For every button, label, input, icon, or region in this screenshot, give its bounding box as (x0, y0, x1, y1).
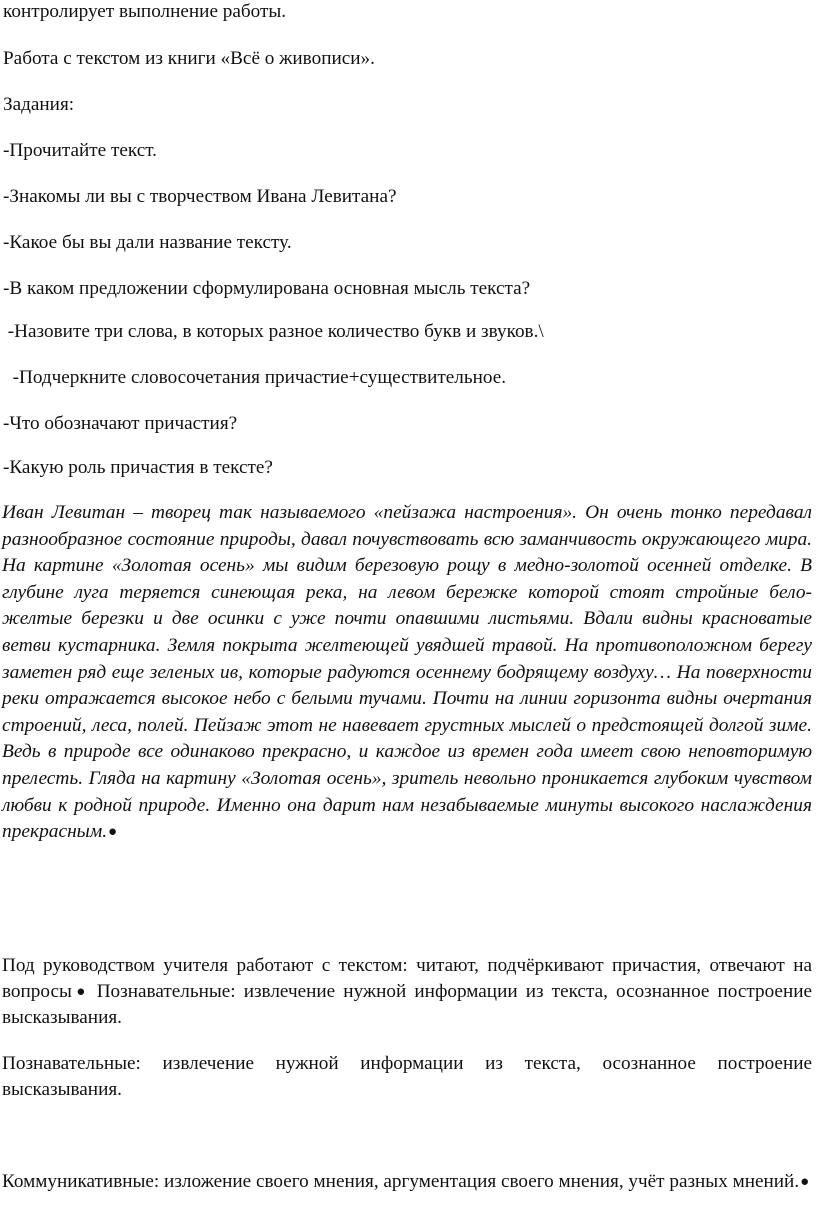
bullet-icon: ● (72, 984, 89, 1000)
task-item: -В каком предложении сформулирована основная мысль текста? (3, 278, 531, 299)
passage-text: Иван Левитан – творец так называемого «пейзажа настроения». Он очень тонко передавал разнообразное состояние природы, давал почувствовать всю заманчивость окружающего мира. На картине «Золотая осень» мы видим березовую рощу в медно-золотой осенней отделке. В глубине луга теряется синеющая река, на левом бережке которой стоят стройные бело-желтые березки и две осинки с уже почти опавшими листьями. Вдали видны красноватые ветви кустарника. Земля покрыта желтеющей увядшей травой. На противоположном берегу заметен ряд еще зеленых ив, которые радуются осеннему бодрящему воздуху… На поверхности реки отражается высокое небо с белыми тучами. Почти на линии горизонта видны очертания строений, леса, полей. Пейзаж этот не навевает грустных мыслей о предстоящей долгой зиме. Ведь в природе все одинаково прекрасно, и каждое из времен года имеет свою неповторимую прелесть. Гляда на картину «Золотая осень», зритель невольно проникается глубоким чувством любви к родной природе. Именно она дарит нам незабываемые минуты высокого наслаждения прекрасным. (2, 502, 812, 843)
student-activity-uud-text: Познавательные: извлечение нужной информации из текста, осознанное построение высказывания. (2, 981, 813, 1028)
bullet-icon: ● (108, 824, 118, 841)
communicative-uud-paragraph (2, 1169, 812, 1195)
task-item: -Подчеркните словосочетания причастие+существительное. (3, 367, 507, 388)
task-item: -Прочитайте текст. (3, 140, 157, 161)
cognitive-uud-paragraph (2, 1051, 812, 1103)
task-item: -Что обозначают причастия? (3, 413, 238, 434)
cognitive-uud-text: Познавательные: извлечение нужной информации из текста, осознанное построение высказывания. (2, 1053, 812, 1100)
communicative-uud-text: Коммуникативные: изложение своего мнения, аргументация своего мнения, учёт разных мнений. (2, 1171, 800, 1192)
student-activity-text: Под руководством учителя работают с текстом: читают, подчёркивают причастия, отвечают на вопросы (2, 955, 812, 1002)
passage-paragraph (2, 500, 812, 846)
task-item: -Какое бы вы дали название тексту. (3, 232, 292, 253)
tasks-heading: Задания: (3, 94, 75, 115)
bullet-icon: ● (800, 1174, 810, 1190)
top-line: контролирует выполнение работы. (3, 1, 287, 22)
task-item: -Знакомы ли вы с творчеством Ивана Левитана? (3, 186, 397, 207)
task-item: -Какую роль причастия в тексте? (3, 457, 273, 478)
student-activity-paragraph (2, 953, 812, 1031)
work-title: Работа с текстом из книги «Всё о живописи». (3, 48, 375, 69)
task-item: -Назовите три слова, в которых разное количество букв и звуков.\ (3, 321, 544, 342)
